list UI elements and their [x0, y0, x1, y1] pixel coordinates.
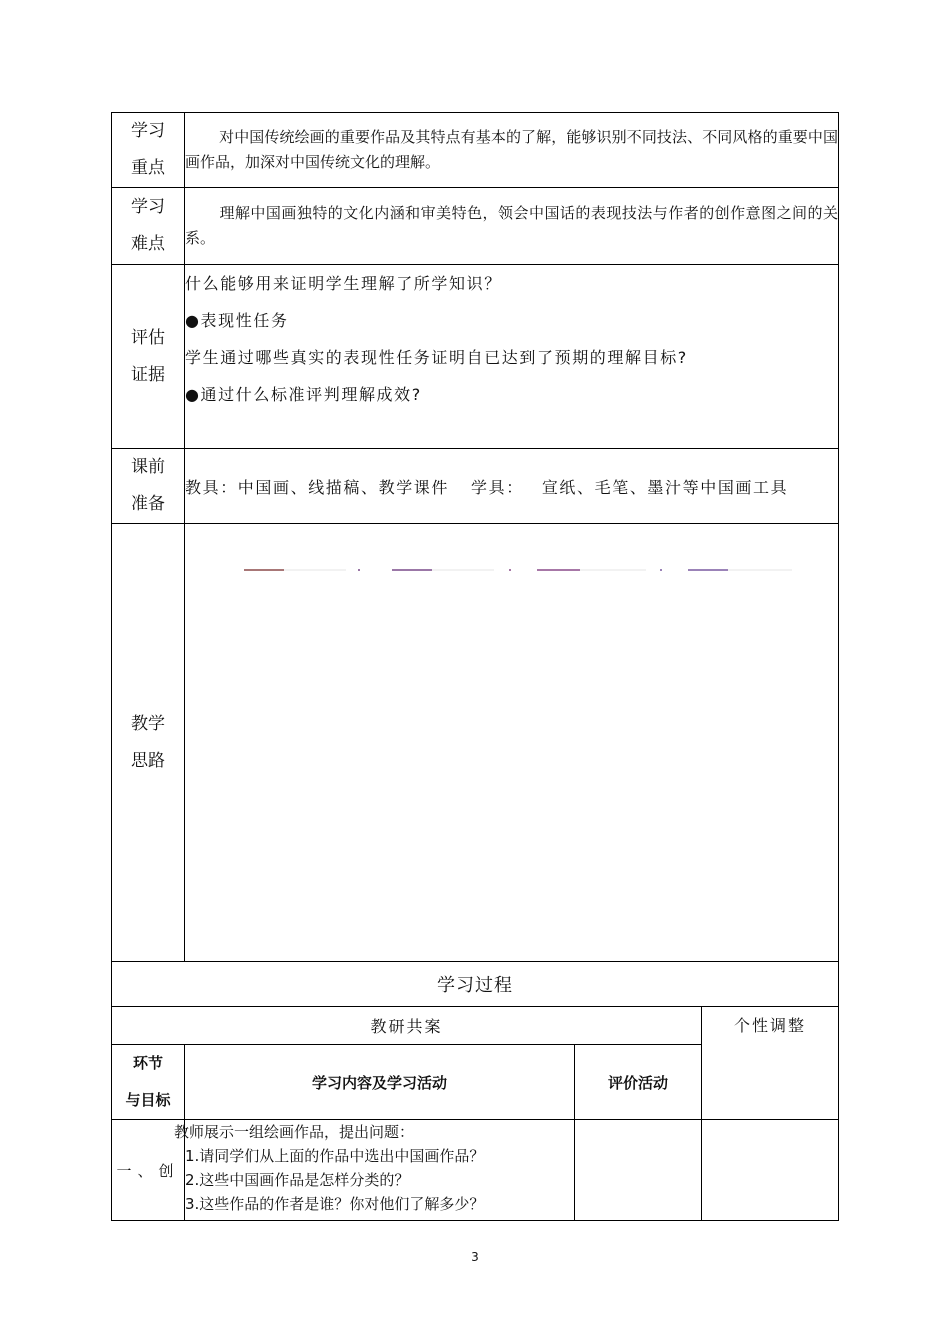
- evidence-task-question: 学生通过哪些真实的表现性任务证明自已达到了预期的理解目标?: [185, 348, 688, 367]
- evidence-question: 什么能够用来证明学生理解了所学知识？: [185, 274, 502, 293]
- shared-plan-header: 教研共案: [112, 1007, 702, 1045]
- content-header: 学习内容及学习活动: [185, 1045, 575, 1120]
- diagram-dot-3: [660, 569, 662, 571]
- diagram-dot-1: [358, 569, 360, 571]
- preparation-label: 课前 准备: [112, 449, 185, 524]
- step-intro: 教师展示一组绘画作品，提出问题：: [174, 1123, 415, 1141]
- evidence-bullet-standard: ●通过什么标准评判理解成效?: [185, 385, 422, 404]
- evidence-bullet-task: ●表现性任务: [185, 311, 289, 330]
- step-question-1: 1.请同学们从上面的作品中选出中国画作品？: [185, 1147, 485, 1165]
- diagram-dot-2: [509, 569, 511, 571]
- difficulties-text: 理解中国画独特的文化内涵和审美特色，领会中国话的表现技法与作者的创作意图之间的关系。: [185, 188, 839, 265]
- step-question-3: 3.这些作品的作者是谁？你对他们了解多少？: [185, 1195, 485, 1213]
- key-points-text: 对中国传统绘画的重要作品及其特点有基本的了解，能够识别不同技法、不同风格的重要中国画作品，加深对中国传统文化的理解。: [185, 113, 839, 188]
- step-question-2: 2.这些中国画作品是怎样分类的？: [185, 1171, 410, 1189]
- teacher-tools: 教具：中国画、线描稿、教学课件: [185, 477, 450, 497]
- student-tools-label: 学具：: [471, 477, 524, 497]
- student-tools: 宣纸、毛笔、墨汁等中国画工具: [541, 477, 789, 497]
- evidence-label: 评估 证据: [112, 265, 185, 449]
- teaching-idea-label: 教学 思路: [112, 524, 185, 962]
- page-number: 3: [471, 1250, 479, 1264]
- stage-create: 一、创: [112, 1120, 185, 1221]
- eval-header: 评价活动: [575, 1045, 702, 1120]
- stage-header: 环节 与目标: [112, 1045, 185, 1120]
- personal-adjust-header: 个性调整: [702, 1007, 839, 1120]
- process-title: 学习过程: [112, 962, 839, 1007]
- key-points-label: 学习 重点: [112, 113, 185, 188]
- difficulties-label: 学习 难点: [112, 188, 185, 265]
